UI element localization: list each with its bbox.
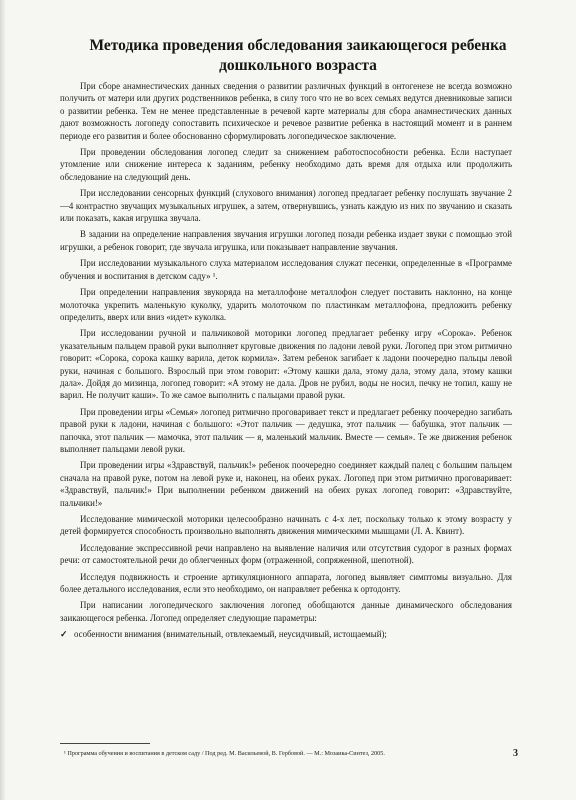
paragraph: При проведении обследования логопед следит за снижением работоспособности ребенка. Если наступает утомление или снижение интереса к заданиям, ребенку необходимо дать время для отдыха или продолжить обследование на следующий день. (60, 147, 512, 182)
paragraph: При сборе анамнестических данных сведения о развитии различных функций в онтогенезе не всегда возможно получить от матери или других родственников ребенка, в силу того что не во всех семьях ведутся дневниковые записи о развитии ребенка. Тем не менее представленные в речевой карте материалы для сбора анамнестических данных дают возможность логопеду сопоставить психическое и речевое развитие ребенка в настоящий момент и в раннем периоде его развития и более обоснованно сформулировать логопедическое заключение. (60, 81, 512, 141)
checkmark-icon: ✓ (60, 629, 68, 640)
page-title: Методика проведения обследования заикающегося ребенка дошкольного возраста (89, 37, 507, 74)
paragraph: При написании логопедического заключения логопед обобщаются данные динамического обследования заикающегося ребенка. Логопед определяет следующие параметры: (60, 600, 512, 623)
paragraph: При исследовании ручной и пальчиковой моторики логопед предлагает ребенку игру «Сорока». Ребенок указательным пальцем правой руки выполняет круговые движения по ладони левой руки. Логопед при этом ритмично говорит: «Сорока, сорока кашку варила, деток кормила». Затем ребенок загибает к ладони поочередно пальцы левой руки, начиная с большого. Взрослый при этом говорит: «Этому кашки дала, этому дала, этому дала, этому кашки дала». Дойдя до мизинца, логопед говорит: «А этому не дала. Дров не рубил, воды не носил, печку не топил, кашу не варил. Не получит каши». То же самое выполнить с пальцами правой руки. (60, 328, 512, 401)
body-text (60, 80, 512, 645)
paragraph: В задании на определение направления звучания игрушки логопед позади ребенка издает звуки с помощью этой игрушки, а ребенок говорит, где звучала игрушка, или показывает направление звучания. (60, 229, 512, 252)
paragraph: При исследовании сенсорных функций (слухового внимания) логопед предлагает ребенку послушать звучание 2—4 контрастно звучащих музыкальных игрушек, а затем, отвернувшись, узнать каждую из них по звучанию и сказать или показать, какая игрушка звучала. (60, 188, 512, 224)
footnote: ¹ Программа обучения и воспитания в детском саду / Под ред. М. Васильевой, В. Гербовой. — М.: Мозаика-Синтез, 2005. (64, 750, 385, 757)
paragraph: Исследование экспрессивной речи направлено на выявление наличия или отсутствия судорог в разных формах речи: от самостоятельной речи до облегченных форм (отраженной, сопряженной, шепотной). (60, 542, 512, 566)
page-edge-shadow (0, 0, 6, 800)
paragraph: Исследование мимической моторики целесообразно начинать с 4-х лет, поскольку только к этому возрасту у детей формируется способность произвольно выполнять движения мимическими мышцами (Л. А. Квинт). (60, 514, 512, 537)
footnote-divider (60, 743, 150, 744)
paragraph: При проведении игры «Семья» логопед ритмично проговаривает текст и предлагает ребенку поочередно загибать правой руки к ладони, начиная с большого: «Этот пальчик — дедушка, этот пальчик — бабушка, этот пальчик — папочка, этот пальчик — мамочка, этот пальчик — я, маленький мальчик. Вместе — семья». Те же движения ребенок выполняет пальцами левой руки. (60, 406, 512, 454)
paragraph: При определении направления звукоряда на металлофоне металлофон следует поставить наклонно, на конце молоточка укрепить маленькую куколку, ударить молоточком по пластинкам металлофона, предложить ребенку определить, вверх или вниз «идет» куколка. (60, 287, 512, 322)
checklist-item (60, 628, 512, 640)
page-number: 3 (513, 748, 518, 759)
checklist-item-text: особенности внимания (внимательный, отвлекаемый, неусидчивый, истощаемый); (74, 629, 387, 640)
paragraph: Исследуя подвижность и строение артикуляционного аппарата, логопед выявляет симптомы визуально. Для более детального исследования, если это необходимо, он направляет ребенка к ортодонту. (60, 571, 512, 595)
paragraph: При проведении игры «Здравствуй, пальчик!» ребенок поочередно соединяет каждый палец с большим пальцем сначала на правой руке, потом на левой руке и, наконец, на обеих руках. Логопед при этом ритмично проговаривает: «Здравствуй, пальчик!» При выполнении ребенком движений на обеих руках логопед говорит: «Здравствуйте, пальчики!» (60, 460, 512, 508)
paragraph: При исследовании музыкального слуха материалом исследования служат песенки, определенные в «Программе обучения и воспитания в детском саду» ¹. (60, 258, 512, 281)
